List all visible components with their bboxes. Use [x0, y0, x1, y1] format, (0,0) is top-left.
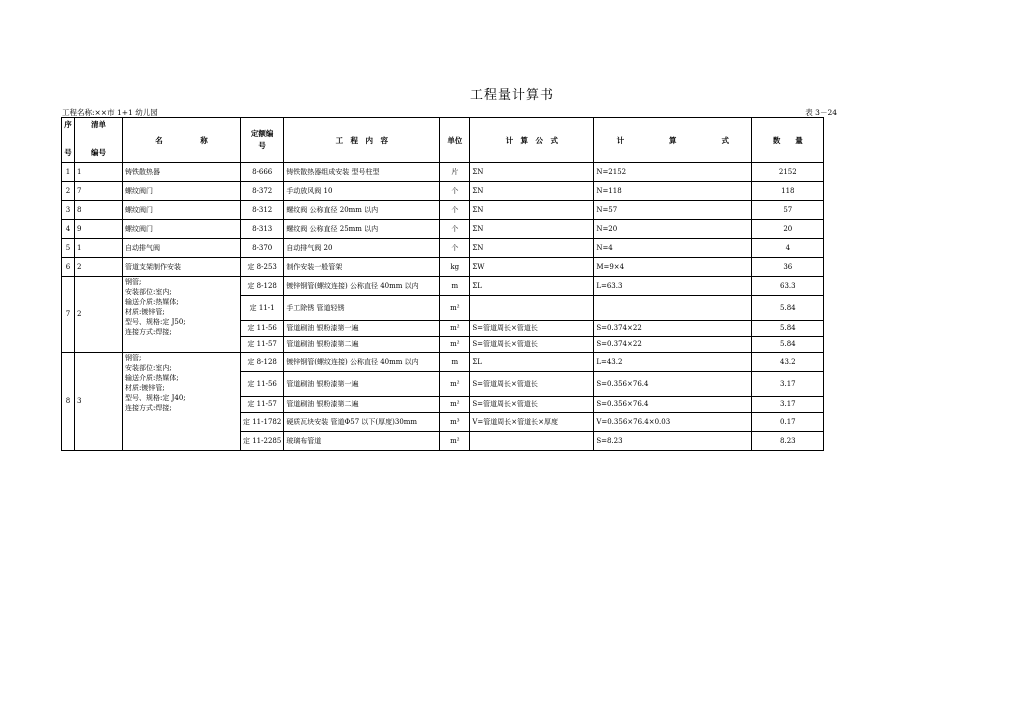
header-quota	[241, 118, 284, 163]
row-seq: 7	[62, 277, 75, 353]
row-quota: 定 11-2285	[241, 432, 284, 451]
row-quota: 定 8-128	[241, 353, 284, 372]
name-line: 型号、规格:定 J40;	[125, 394, 186, 402]
row-quota: 8-370	[241, 239, 284, 258]
row-unit: kg	[440, 258, 470, 277]
row-formula	[470, 296, 594, 321]
project-name: 工程名称:××市 1+1 幼儿园	[62, 108, 158, 117]
row-list: 9	[75, 220, 123, 239]
row-name: 螺纹阀门	[123, 220, 241, 239]
row-seq: 5	[62, 239, 75, 258]
row-calc: N=57	[594, 201, 752, 220]
row-quota: 8-372	[241, 182, 284, 201]
row-formula: ΣN	[470, 239, 594, 258]
header-seq-top: 序	[64, 120, 72, 129]
row-calc: S=0.374×22	[594, 321, 752, 337]
row-calc: S=8.23	[594, 432, 752, 451]
row-content: 镀锌钢管(螺纹连接) 公称直径 40mm 以内	[284, 353, 440, 372]
row-calc: S=0.356×76.4	[594, 397, 752, 413]
row-content: 管道刷油 银粉漆第二遍	[284, 337, 440, 353]
row-unit: 片	[440, 163, 470, 182]
header-list-bottom: 编号	[91, 148, 106, 157]
header-list-top: 清单	[91, 120, 106, 129]
row-quota: 定 8-253	[241, 258, 284, 277]
row-quota: 定 8-128	[241, 277, 284, 296]
row-unit: m²	[440, 321, 470, 337]
row-calc: S=0.356×76.4	[594, 372, 752, 397]
row-qty: 3.17	[752, 397, 824, 413]
row-quota: 定 11-1782	[241, 413, 284, 432]
row-quota: 8-666	[241, 163, 284, 182]
row-qty: 8.23	[752, 432, 824, 451]
row-calc: M=9×4	[594, 258, 752, 277]
table-row	[62, 182, 824, 201]
row-formula	[470, 432, 594, 451]
row-list: 3	[75, 353, 123, 451]
row-qty: 3.17	[752, 372, 824, 397]
row-formula: ΣN	[470, 182, 594, 201]
header-unit: 单位	[440, 118, 470, 163]
row-formula: S=管道周长×管道长	[470, 397, 594, 413]
row-unit: 个	[440, 201, 470, 220]
row-unit: m³	[440, 413, 470, 432]
row-seq: 8	[62, 353, 75, 451]
row-name: 自动排气阀	[123, 239, 241, 258]
table-row	[62, 353, 824, 372]
table-row	[62, 201, 824, 220]
row-content: 手工除锈 管道轻锈	[284, 296, 440, 321]
name-line: 材质:镀锌管;	[125, 384, 165, 392]
row-calc: N=2152	[594, 163, 752, 182]
row-calc: S=0.374×22	[594, 337, 752, 353]
table-row	[62, 239, 824, 258]
row-list: 7	[75, 182, 123, 201]
header-name: 名 称	[123, 118, 241, 163]
row-qty: 4	[752, 239, 824, 258]
table-row	[62, 277, 824, 296]
row-unit: m	[440, 277, 470, 296]
row-content: 螺纹阀 公称直径 20mm 以内	[284, 201, 440, 220]
row-qty: 2152	[752, 163, 824, 182]
row-qty: 57	[752, 201, 824, 220]
row-unit: m²	[440, 397, 470, 413]
row-qty: 36	[752, 258, 824, 277]
row-seq: 3	[62, 201, 75, 220]
name-line: 输送介质:热媒体;	[125, 374, 179, 382]
row-name-multiline	[123, 353, 241, 451]
table-row	[62, 220, 824, 239]
header-list	[75, 118, 123, 163]
row-seq: 4	[62, 220, 75, 239]
name-line: 材质:镀锌管;	[125, 308, 165, 316]
row-unit: m	[440, 353, 470, 372]
row-content: 自动排气阀 20	[284, 239, 440, 258]
row-calc: L=63.3	[594, 277, 752, 296]
row-unit: m²	[440, 296, 470, 321]
row-list: 1	[75, 163, 123, 182]
row-content: 硬质瓦块安装 管道Φ57 以下(厚度)30mm	[284, 413, 440, 432]
row-name: 铸铁散热器	[123, 163, 241, 182]
row-formula: ΣL	[470, 353, 594, 372]
row-seq: 6	[62, 258, 75, 277]
row-formula: S=管道周长×管道长	[470, 337, 594, 353]
row-list: 8	[75, 201, 123, 220]
row-unit: m²	[440, 337, 470, 353]
row-content: 管道刷油 银粉漆第一遍	[284, 321, 440, 337]
table-row	[62, 163, 824, 182]
row-qty: 5.84	[752, 337, 824, 353]
row-quota: 定 11-1	[241, 296, 284, 321]
page-title: 工程量计算书	[469, 88, 554, 103]
name-line: 安装部位:室内;	[125, 288, 172, 296]
row-formula: ΣN	[470, 201, 594, 220]
header-calc: 计 算 式	[594, 118, 752, 163]
row-content: 镀锌钢管(螺纹连接) 公称直径 40mm 以内	[284, 277, 440, 296]
row-qty: 5.84	[752, 296, 824, 321]
row-content: 螺纹阀 公称直径 25mm 以内	[284, 220, 440, 239]
table-row	[62, 258, 824, 277]
row-quota: 定 11-57	[241, 397, 284, 413]
row-quota: 定 11-56	[241, 372, 284, 397]
header-formula: 计 算 公 式	[470, 118, 594, 163]
row-unit: m²	[440, 432, 470, 451]
name-line: 连接方式:焊接;	[125, 328, 172, 336]
row-formula: V=管道周长×管道长×厚度	[470, 413, 594, 432]
row-formula: ΣW	[470, 258, 594, 277]
row-name: 螺纹阀门	[123, 201, 241, 220]
row-formula: S=管道周长×管道长	[470, 372, 594, 397]
row-name: 螺纹阀门	[123, 182, 241, 201]
row-unit: 个	[440, 182, 470, 201]
row-formula: ΣL	[470, 277, 594, 296]
row-list: 2	[75, 258, 123, 277]
row-calc: L=43.2	[594, 353, 752, 372]
row-content: 管道刷油 银粉漆第二遍	[284, 397, 440, 413]
calculation-table	[61, 117, 824, 451]
name-line: 安装部位:室内;	[125, 364, 172, 372]
row-qty: 0.17	[752, 413, 824, 432]
row-unit: 个	[440, 239, 470, 258]
row-calc: N=4	[594, 239, 752, 258]
row-content: 制作安装一般管架	[284, 258, 440, 277]
row-qty: 118	[752, 182, 824, 201]
row-quota: 定 11-57	[241, 337, 284, 353]
header-qty: 数 量	[752, 118, 824, 163]
row-calc: V=0.356×76.4×0.03	[594, 413, 752, 432]
row-quota: 8-313	[241, 220, 284, 239]
table-header-row	[62, 118, 824, 163]
row-qty: 43.2	[752, 353, 824, 372]
row-formula: S=管道周长×管道长	[470, 321, 594, 337]
name-line: 输送介质:热媒体;	[125, 298, 179, 306]
row-formula: ΣN	[470, 220, 594, 239]
row-calc	[594, 296, 752, 321]
row-calc: N=20	[594, 220, 752, 239]
header-seq-bottom: 号	[64, 148, 72, 157]
row-seq: 2	[62, 182, 75, 201]
row-qty: 5.84	[752, 321, 824, 337]
header-content: 工 程 内 容	[284, 118, 440, 163]
table-number: 表 3－24	[805, 108, 837, 117]
name-line: 型号、规格:定 J50;	[125, 318, 186, 326]
header-quota-label: 定额编号	[250, 129, 274, 150]
row-name: 管道支架制作安装	[123, 258, 241, 277]
name-line: 钢管;	[125, 278, 142, 286]
row-quota: 定 11-56	[241, 321, 284, 337]
row-list: 1	[75, 239, 123, 258]
row-seq: 1	[62, 163, 75, 182]
name-line: 连接方式:焊接;	[125, 404, 172, 412]
row-content: 玻璃布管道	[284, 432, 440, 451]
name-line: 钢管;	[125, 354, 142, 362]
row-unit: 个	[440, 220, 470, 239]
row-qty: 20	[752, 220, 824, 239]
row-content: 手动放风阀 10	[284, 182, 440, 201]
row-quota: 8-312	[241, 201, 284, 220]
row-name-multiline	[123, 277, 241, 353]
row-qty: 63.3	[752, 277, 824, 296]
row-content: 铸铁散热器组成安装 型号柱型	[284, 163, 440, 182]
row-unit: m²	[440, 372, 470, 397]
row-formula: ΣN	[470, 163, 594, 182]
header-seq	[62, 118, 75, 163]
row-calc: N=118	[594, 182, 752, 201]
row-content: 管道刷油 银粉漆第一遍	[284, 372, 440, 397]
row-list: 2	[75, 277, 123, 353]
